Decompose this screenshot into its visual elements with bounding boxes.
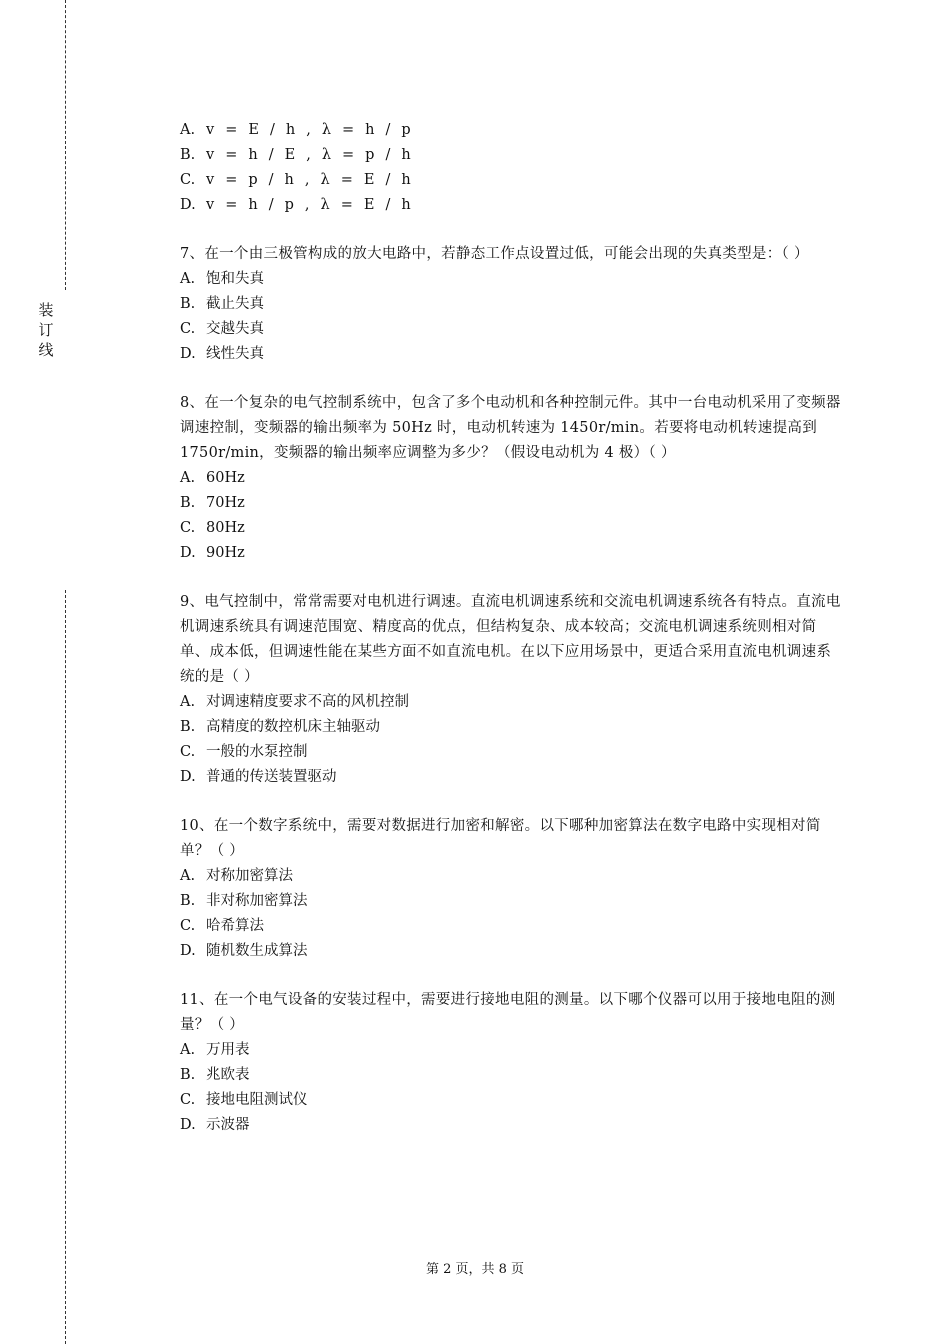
- option-c: [180, 740, 845, 765]
- option-c: [180, 317, 845, 342]
- question-stem: 10、在一个数字系统中，需要对数据进行加密和解密。以下哪种加密算法在数字电路中实现相对简单？（ ）: [180, 818, 821, 859]
- option-key: D.: [180, 346, 196, 362]
- question-10: [180, 814, 845, 964]
- option-text: 线性失真: [206, 346, 264, 362]
- question-8: [180, 391, 845, 566]
- option-key: B.: [180, 296, 196, 312]
- option-text: 90Hz: [206, 545, 245, 561]
- option-text: 截止失真: [206, 296, 264, 312]
- option-d: [180, 765, 845, 790]
- option-key: B.: [180, 719, 196, 735]
- option-key: D.: [180, 769, 196, 785]
- option-key: C.: [180, 172, 196, 188]
- option-key: B.: [180, 495, 196, 511]
- option-key: B.: [180, 1067, 196, 1083]
- option-b: [180, 889, 845, 914]
- option-text: v = h / p , λ = E / h: [206, 197, 414, 213]
- option-text: 对称加密算法: [206, 868, 293, 884]
- option-text: 一般的水泵控制: [206, 744, 308, 760]
- option-a: [180, 864, 845, 889]
- option-text: 万用表: [206, 1042, 250, 1058]
- binding-char: 订: [38, 321, 54, 339]
- option-key: C.: [180, 918, 196, 934]
- option-text: 70Hz: [206, 495, 245, 511]
- binding-line-top: [65, 0, 66, 290]
- option-key: D.: [180, 943, 196, 959]
- option-text: 普通的传送装置驱动: [206, 769, 337, 785]
- option-text: v = E / h , λ = h / p: [206, 122, 414, 138]
- option-key: A.: [180, 122, 196, 138]
- option-key: B.: [180, 147, 196, 163]
- option-key: D.: [180, 197, 196, 213]
- binding-char: 线: [38, 341, 54, 359]
- option-d: [180, 541, 845, 566]
- option-text: 高精度的数控机床主轴驱动: [206, 719, 380, 735]
- question-9: [180, 590, 845, 790]
- option-b: [180, 292, 845, 317]
- option-text: 哈希算法: [206, 918, 264, 934]
- option-d: [180, 939, 845, 964]
- option-a: [180, 690, 845, 715]
- option-b: [180, 143, 845, 168]
- option-key: C.: [180, 520, 196, 536]
- option-c: [180, 168, 845, 193]
- option-d: [180, 1113, 845, 1138]
- option-key: A.: [180, 1042, 196, 1058]
- option-text: 兆欧表: [206, 1067, 250, 1083]
- option-key: A.: [180, 694, 196, 710]
- question-7: [180, 242, 845, 367]
- option-key: A.: [180, 271, 196, 287]
- option-b: [180, 715, 845, 740]
- binding-label: [36, 300, 56, 360]
- page-number: 第 2 页，共 8 页: [425, 1262, 525, 1277]
- option-key: B.: [180, 893, 196, 909]
- question-stem: 8、在一个复杂的电气控制系统中，包含了多个电动机和各种控制元件。其中一台电动机采用了变频器调速控制，变频器的输出频率为 50Hz 时，电动机转速为 1450r/min。若要将电动机转速提高到 1750r/min，变频器的输出频率应调整为多少？（假设电动机为 4 极）（ ）: [180, 395, 841, 461]
- option-text: 接地电阻测试仪: [206, 1092, 308, 1108]
- option-key: A.: [180, 470, 196, 486]
- question-6-options: [180, 118, 845, 218]
- option-b: [180, 491, 845, 516]
- option-c: [180, 1088, 845, 1113]
- option-text: 非对称加密算法: [206, 893, 308, 909]
- option-a: [180, 267, 845, 292]
- option-text: 饱和失真: [206, 271, 264, 287]
- option-b: [180, 1063, 845, 1088]
- option-a: [180, 1038, 845, 1063]
- binding-char: 装: [38, 301, 54, 319]
- option-c: [180, 516, 845, 541]
- option-text: 对调速精度要求不高的风机控制: [206, 694, 409, 710]
- option-key: A.: [180, 868, 196, 884]
- page-content: [180, 118, 845, 1162]
- option-key: C.: [180, 321, 196, 337]
- question-stem: 7、在一个由三极管构成的放大电路中，若静态工作点设置过低，可能会出现的失真类型是：（ ）: [180, 246, 809, 262]
- option-text: 60Hz: [206, 470, 245, 486]
- question-stem: 9、电气控制中，常常需要对电机进行调速。直流电机调速系统和交流电机调速系统各有特点。直流电机调速系统具有调速范围宽、精度高的优点，但结构复杂、成本较高；交流电机调速系统则相对简单、成本低，但调速性能在某些方面不如直流电机。在以下应用场景中，更适合采用直流电机调速系统的是（ ）: [180, 594, 841, 685]
- option-d: [180, 193, 845, 218]
- option-key: C.: [180, 744, 196, 760]
- option-d: [180, 342, 845, 367]
- option-text: 交越失真: [206, 321, 264, 337]
- question-stem: 11、在一个电气设备的安装过程中，需要进行接地电阻的测量。以下哪个仪器可以用于接地电阻的测量？（ ）: [180, 992, 836, 1033]
- option-text: v = h / E , λ = p / h: [206, 147, 414, 163]
- page-footer: [0, 1258, 950, 1277]
- option-key: D.: [180, 1117, 196, 1133]
- option-a: [180, 466, 845, 491]
- option-text: 80Hz: [206, 520, 245, 536]
- option-text: v = p / h , λ = E / h: [206, 172, 414, 188]
- option-c: [180, 914, 845, 939]
- option-key: D.: [180, 545, 196, 561]
- option-key: C.: [180, 1092, 196, 1108]
- binding-line-bottom: [65, 590, 66, 1344]
- option-text: 随机数生成算法: [206, 943, 308, 959]
- option-a: [180, 118, 845, 143]
- option-text: 示波器: [206, 1117, 250, 1133]
- question-11: [180, 988, 845, 1138]
